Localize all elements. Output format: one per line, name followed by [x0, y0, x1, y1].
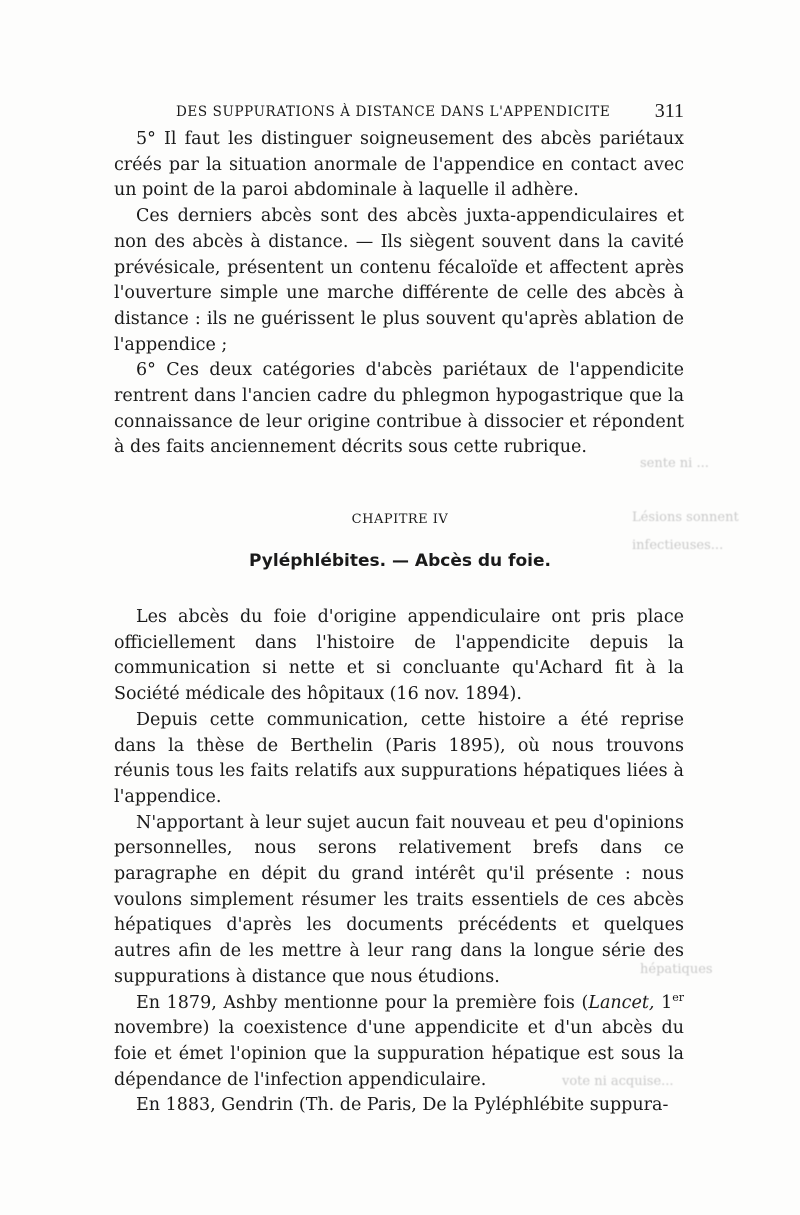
paragraph-gendrin-1883: En 1883, Gendrin (Th. de Paris, De la Pyléphlébite suppura- [136, 1095, 669, 1116]
paragraph-berthelin: Depuis cette communication, cette histoire a été reprise dans la thèse de Berthelin (Paris 1895), où nous trouvons réunis tous les faits relatifs aux suppurations hépatiques liées à l'appendice. [114, 709, 684, 807]
journal-name: Lancet, [588, 992, 655, 1013]
bleed-through-text: sente ni ... [640, 456, 709, 471]
chapter-heading: CHAPITRE IV [351, 512, 449, 527]
bleed-through-text: hépatiques [640, 962, 713, 977]
text-block-bottom [114, 605, 684, 1119]
header-title: DES SUPPURATIONS À DISTANCE DANS L'APPENDICITE [176, 104, 611, 120]
ashby-text-before: En 1879, Ashby mentionne pour la première fois ( [136, 992, 589, 1013]
ashby-text-after: novembre) la coexistence d'une appendicite et d'un abcès du foie et émet l'opinion que la suppuration hépatique est sous la dépendance de l'infection appendiculaire. [114, 1018, 684, 1090]
day-superscript: er [672, 990, 684, 1004]
running-header [114, 100, 684, 124]
page-number: 311 [654, 100, 684, 122]
paragraph-item-5: 5° Il faut les distinguer soigneusement des abcès pariétaux créés par la situation anormale de l'appendice en contact avec un point de la paroi abdominale à laquelle il adhère. [114, 129, 684, 201]
bleed-through-text: Lésions sonnent [632, 510, 739, 525]
bleed-through-text: infectieuses... [632, 538, 724, 553]
section-title: Pyléphlébites. — Abcès du foie. [249, 551, 551, 571]
paragraph-achard: Les abcès du foie d'origine appendiculaire ont pris place officiellement dans l'histoire de l'appendicite depuis la communication si nette et si concluante qu'Achard fit à la Société médicale des hôpitaux (16 nov. 1894). [114, 607, 684, 705]
text-block-top [114, 127, 684, 461]
paragraph-item-6: 6° Ces deux catégories d'abcès pariétaux de l'appendicite rentrent dans l'ancien cadre du phlegmon hypogastrique que la connaissance de leur origine contribue à dissocier et répondent à des faits anciennement décrits sous cette rubrique. [114, 360, 684, 458]
bleed-through-text: vote ni acquise... [562, 1074, 674, 1089]
day-number: 1 [661, 992, 673, 1013]
paragraph-juxta-appendiculaires: Ces derniers abcès sont des abcès juxta-appendiculaires et non des abcès à distance. — Ils siègent souvent dans la cavité prévésicale, présentent un contenu fécaloïde et affectent après l'ouverture simple une marche différente de celle des abcès à distance : ils ne guérissent le plus souvent qu'après ablation de l'appendice ; [114, 206, 684, 355]
paragraph-personal-opinions: N'apportant à leur sujet aucun fait nouveau et peu d'opinions personnelles, nous serons relativement brefs dans ce paragraphe en dépit du grand intérêt qu'il présente : nous voulons simplement résumer les traits essentiels de ces abcès hépatiques d'après les documents précédents et quelques autres afin de les mettre à leur rang dans la longue série des suppurations à distance que nous étudions. [114, 812, 684, 987]
